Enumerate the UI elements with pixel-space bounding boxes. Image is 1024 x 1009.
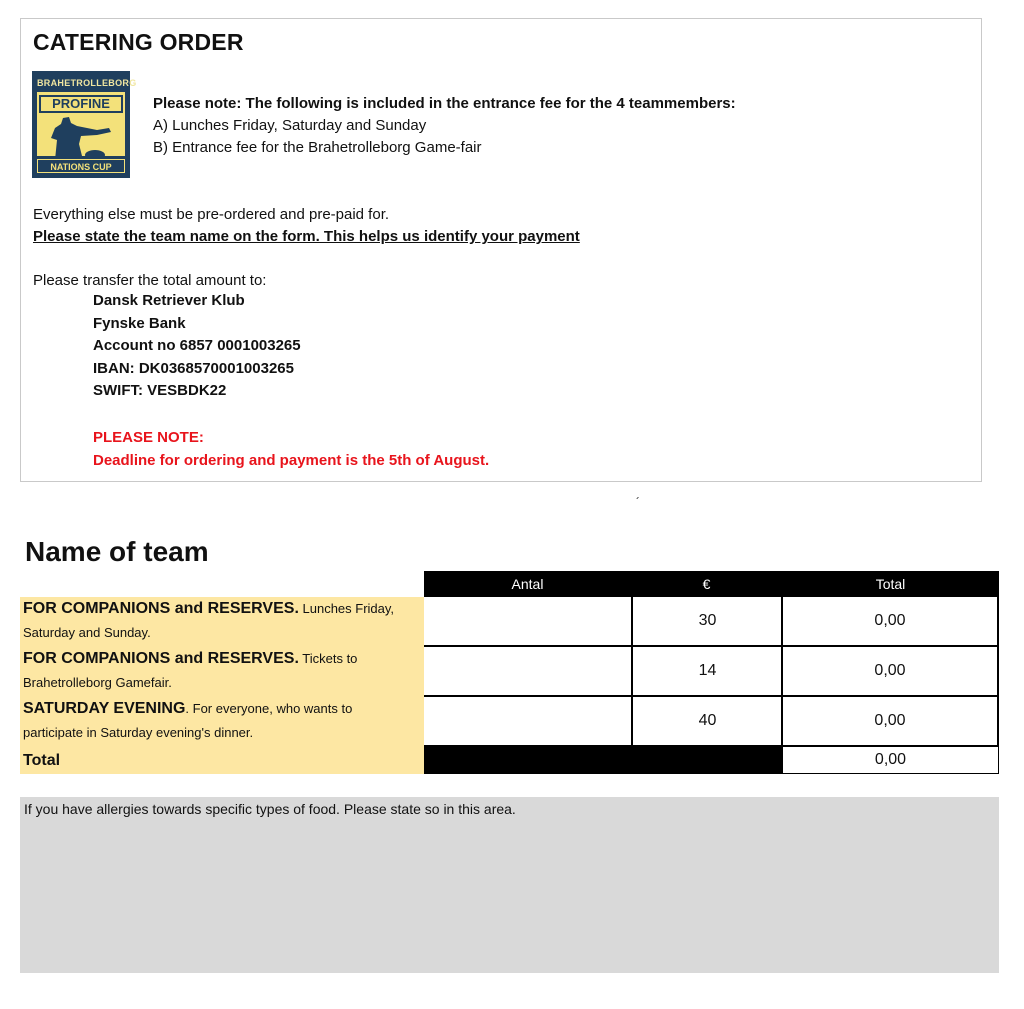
total-label-cell: [20, 747, 424, 774]
row-total-cell: 0,00: [781, 697, 999, 747]
row-total-cell: 0,00: [781, 647, 999, 697]
page-title: CATERING ORDER: [33, 29, 244, 55]
quantity-input[interactable]: [424, 597, 632, 647]
allergy-prompt: If you have allergies towards specific types of food. Please state so in this area.: [24, 801, 516, 817]
price-cell: 30: [631, 597, 782, 647]
total-label: Total: [23, 752, 61, 769]
row-text-cont: Saturday and Sunday.: [23, 625, 151, 640]
quantity-input[interactable]: [424, 647, 632, 697]
row-text: . For everyone, who wants to: [185, 701, 353, 716]
grand-total-cell: 0,00: [782, 747, 999, 774]
note-item-b: B) Entrance fee for the Brahetrolleborg Game-fair: [153, 139, 482, 156]
note-heading: Please note: The following is included in the entrance fee for the 4 teammembers:: [153, 95, 736, 112]
preorder-text: [33, 204, 580, 248]
handler-silhouette-icon: [37, 114, 127, 160]
table-row-description: [20, 597, 424, 647]
quantity-input[interactable]: [424, 697, 632, 747]
allergy-textarea[interactable]: [20, 797, 999, 973]
transfer-text: Please transfer the total amount to:: [33, 272, 267, 289]
table-row-description: [20, 697, 424, 747]
total-filler: [424, 747, 782, 774]
note-item-a: A) Lunches Friday, Saturday and Sunday: [153, 117, 427, 134]
team-name-label: Name of team: [25, 536, 209, 567]
logo-emblem: [37, 92, 125, 160]
warning-title: PLEASE NOTE:: [93, 429, 204, 446]
row-text: Lunches Friday,: [298, 601, 395, 616]
info-box: [20, 18, 982, 482]
preorder-line: Everything else must be pre-ordered and pre-paid for.: [33, 206, 390, 223]
column-header-antal: Antal: [424, 571, 631, 597]
logo-bottom-text: NATIONS CUP: [37, 159, 125, 173]
team-name-instruction: Please state the team name on the form. This helps us identify your payment: [33, 228, 580, 245]
column-header-total: Total: [782, 571, 999, 597]
logo-word: PROFINE: [39, 95, 123, 113]
deadline-warning: [93, 427, 489, 472]
column-header-price: €: [631, 571, 782, 597]
price-cell: 40: [631, 697, 782, 747]
bank-line: IBAN: DK0368570001003265: [93, 359, 294, 377]
row-title: FOR COMPANIONS and RESERVES.: [23, 600, 299, 617]
row-text-cont: Brahetrolleborg Gamefair.: [23, 675, 172, 690]
logo-top-text: BRAHETROLLEBORG: [37, 78, 137, 88]
bank-details: [93, 290, 301, 403]
nations-cup-logo: [32, 71, 137, 178]
bank-line: Fynske Bank: [93, 314, 186, 332]
table-row-description: [20, 647, 424, 697]
row-text-cont: participate in Saturday evening's dinner.: [23, 725, 254, 740]
warning-text: Deadline for ordering and payment is the 5th of August.: [93, 451, 490, 469]
bank-line: Dansk Retriever Klub: [93, 292, 245, 309]
row-title: FOR COMPANIONS and RESERVES.: [23, 650, 299, 667]
bank-line: SWIFT: VESBDK22: [93, 382, 227, 399]
bank-line: Account no 6857 0001003265: [93, 337, 301, 354]
stray-mark: ´: [636, 495, 640, 509]
row-title: SATURDAY EVENING: [23, 700, 186, 717]
row-total-cell: 0,00: [781, 597, 999, 647]
price-cell: 14: [631, 647, 782, 697]
row-text: Tickets to: [298, 651, 358, 666]
included-note: [153, 93, 736, 159]
